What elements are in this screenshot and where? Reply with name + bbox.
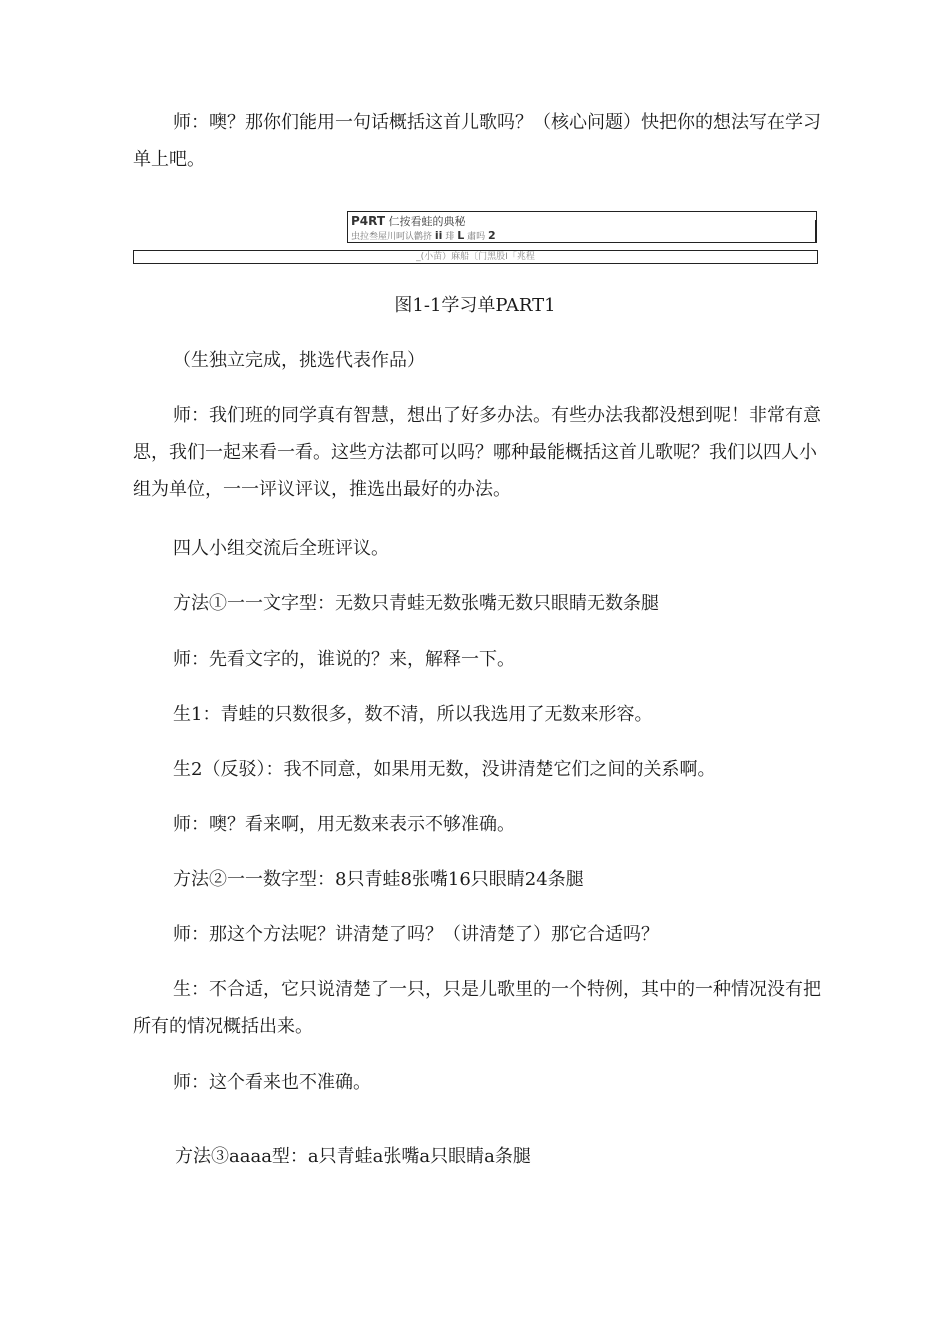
paragraph-student-1: 生1：青蛙的只数很多，数不清，所以我选用了无数来形容。 xyxy=(173,704,653,725)
worksheet-title-line xyxy=(351,213,466,229)
worksheet-prompt-mark-1: ii xyxy=(434,229,443,242)
worksheet-prompt-mark-3: L xyxy=(457,229,465,242)
paragraph-teacher-remark-1: 师：噢？看来啊，用无数来表示不够准确。 xyxy=(173,814,515,835)
paragraph-method-3: 方法③aaaa型：a只青蛙a张嘴a只眼睛a条腿 xyxy=(175,1146,531,1167)
worksheet-part-label: P4RT xyxy=(351,214,386,228)
paragraph-group-review: 四人小组交流后全班评议。 xyxy=(173,538,389,559)
paragraph-student-answer: 生：不合适，它只说清楚了一只，只是儿歌里的一个特例，其中的一种情况没有把所有的情况概括出来。 xyxy=(133,979,821,1037)
worksheet-prompt-line xyxy=(351,229,496,242)
figure-caption: 图1-1学习单PART1 xyxy=(394,295,556,316)
worksheet-figure xyxy=(347,211,817,243)
paragraph-teacher-praise: 师：我们班的同学真有智慧，想出了好多办法。有些办法我都没想到呢！非常有意思，我们一起来看一看。这些方法都可以吗？哪种最能概括这首儿歌呢？我们以四人小组为单位，一一评议评议，推选出最好的办法。 xyxy=(133,405,821,500)
worksheet-prompt-mark-2: 琲 xyxy=(445,232,455,242)
worksheet-border-tick xyxy=(815,220,817,242)
worksheet-title-text: 仁按看蛙的典秘 xyxy=(388,215,466,228)
worksheet-answer-strip: _(小苗）麻船〔门黑股Ⅰ「兆程 xyxy=(133,250,818,264)
paragraph-student-work: （生独立完成，挑选代表作品） xyxy=(173,350,425,371)
paragraph-student-2: 生2（反驳）：我不同意，如果用无数，没讲清楚它们之间的关系啊。 xyxy=(173,759,716,780)
paragraph-method-2: 方法②一一数字型：8只青蛙8张嘴16只眼睛24条腿 xyxy=(173,869,584,890)
paragraph-teacher-remark-2: 师：这个看来也不准确。 xyxy=(173,1072,371,1093)
worksheet-prompt-number: 2 xyxy=(487,229,496,242)
worksheet-prompt-mark-4: 肅吗 xyxy=(467,232,486,242)
paragraph-method-1: 方法①一一文字型：无数只青蛙无数张嘴无数只眼睛无数条腿 xyxy=(173,593,659,614)
paragraph-teacher-prompt: 师：先看文字的，谁说的？来，解释一下。 xyxy=(173,649,515,670)
worksheet-prompt-text: 虫拉叁屋川呵认鹳挤 xyxy=(351,232,433,242)
paragraph-teacher-question-2: 师：那这个方法呢？讲清楚了吗？（讲清楚了）那它合适吗？ xyxy=(173,924,659,945)
paragraph-teacher-question: 师：噢？那你们能用一句话概括这首儿歌吗？（核心问题）快把你的想法写在学习单上吧。 xyxy=(133,112,821,170)
